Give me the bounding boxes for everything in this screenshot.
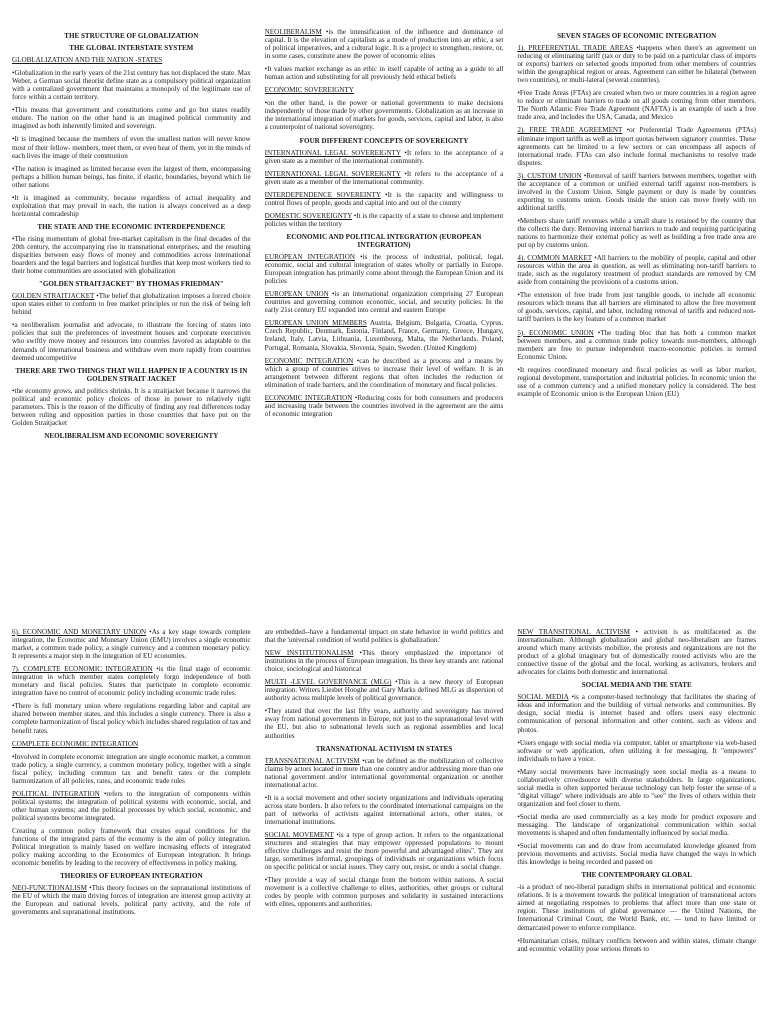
paragraph-text: •It refers to the acceptance of a given state as a member of the international community. (264, 169, 504, 186)
paragraph (12, 321, 251, 361)
section-heading: THERE ARE TWO THINGS THAT WILL HAPPEN IF A COUNTRY IS IN GOLDEN STRAIT JACKET (15, 366, 248, 383)
paragraph (517, 768, 756, 808)
paragraph (265, 794, 504, 826)
paragraph-text: Austria, Belgium, Bulgaria, Croatia, Cyprus, Czech Republic, Denmark, Estonia, Finland, France, Germany, Greece, Hungary, Ireland, Italy, Latvia, Lithuania, Luxembourg, Malta, the Netherlands, Poland, Portugal, Romania, Slovakia, Slovenia, Spain, Sweden. (United Kingdom) (264, 319, 504, 352)
paragraph-text: •It is a social movement and other society organizations and individuals operating across state borders. It also refers to the coordinated international campaigns on the part of networks of activists against international actors, other states, or international institutions. (264, 793, 504, 826)
section-heading: THE CONTEMPORARY GLOBAL (581, 871, 692, 880)
paragraph-text: •is a computer-based technology that facilitates the sharing of ideas and information and the building of virtual networks and communities. By design, social media is internet based and offers users easy electronic communication of personal information and other content, such as videos and photos. (517, 693, 757, 734)
paragraph-text: •is an international organization comprising 27 European countries and governing common economic, social, and security policies. In the early 21st century EU expanded into central and eastern Europe (264, 290, 504, 315)
paragraph-text: •Globalization in the early years of the 21st century has not displaced the state. Max Weber, a German social theorist define state as a compulsory political organization with a centralized government that maintains a monopoly of the legitimate use of force within a certain territory. (12, 69, 251, 102)
paragraph (265, 99, 504, 131)
paragraph-text: •This theory emphasized the importance of institutions in the process of European integration. Its three key strands are: rational choice, sociological and historical (264, 649, 504, 674)
paragraph (12, 135, 251, 159)
paragraph-text: •All barriers to the mobility of people, capital and other resources within the area in question, as well as eliminating non-tariff barriers to trade, such as the regulatory treatment of product standards are removed by CM aside from containing the provisions of a customs union. (517, 254, 757, 287)
term-label: GLOBLALIZATION AND THE NATION -STATES (12, 56, 163, 65)
page-2-column-1 (12, 628, 251, 1024)
paragraph (517, 366, 756, 398)
section-heading: THE GLOBAL INTERSTATE SYSTEM (69, 44, 194, 53)
paragraph-text: •It is imagined as community, because regardless of actual inequality and exploitation that may prevail in each, the nation is always conceived as a deep horizontal comradeship (12, 193, 251, 218)
paragraph-text: •is the intensification of the influence and dominance of capital. It is the elevation of capitalism as a mode of production into an ethic, a set of political imperatives, and a cultural logic. It is a project to strengthen, restore, or, in some cases, constitute anew the power of economic elites (264, 28, 504, 61)
term-label: NEOLIBERALISM (264, 28, 322, 36)
paragraph-text: •The nation is imagined as limited because even the largest of them, encompassing perhaps a billion human beings, has finite, if elastic, boundaries, beyond which lie other nations (12, 164, 251, 189)
paragraph-text: •Involved in complete economic integration are single economic market, a common trade policy, a single currency, a common monetary policy, together with a single fiscal policy, including common tax and benefit rates or the complete harmonization of all policies, rates, and economic trade rules (12, 752, 251, 785)
paragraph (265, 149, 504, 165)
paragraph (517, 126, 756, 166)
paragraph-text: •The extension of free trade from just tangible goods, to include all economic resources which means that all barriers are eliminated to allow the free movement of goods, services, capital, and labor, including removal of tariffs and reduced non-tariff barriers is the key feature of a common market (517, 291, 757, 324)
paragraph (517, 329, 756, 361)
page-1-column-2 (265, 28, 504, 512)
paragraph (12, 69, 251, 101)
term-label: INTERNATIONAL LEGAL SOVEREIGNTY (264, 148, 401, 157)
term-label: NEW TRANSITIONAL ACTIVISM (517, 628, 630, 636)
paragraph-text: •Reducing costs for both consumers and producers and increasing trade between the countries involved in the agreement are the aims of economic integration (264, 393, 504, 418)
paragraph-text: •happens when there's an agreement on reducing or eliminating tariff (tax or duty to be paid on a particular class of imports or exports) barriers on selected goods imported from other members of countries within the geographical region or areas. Agreement can either be bilateral (between two countries), or multi-lateral (several countries). (517, 44, 757, 85)
paragraph-text: •The belief that globalization imposes a forced choice upon states either to conform to free market principles or run the risk of being left behind (12, 292, 251, 317)
term-label: MULTI -LEVEL GOVERNANCE (MLG) (264, 678, 392, 687)
paragraph (517, 813, 756, 837)
term-label: 1). PREFERENTIAL TRADE AREAS (517, 44, 633, 53)
paragraph-text: •on the other hand, is the power or national governments to make decisions independently of those made by other governments. Globalization as an increase in the international integration of markets for goods, services, capital and labor, is also a counterpoint of national sovereignty. (264, 99, 504, 132)
paragraph (265, 28, 504, 60)
paragraph (12, 56, 251, 64)
paragraph-text: •Humanitarian crises, military conflicts between and within states, climate change and economic volatility pose serious threats to (517, 936, 757, 953)
paragraph (265, 876, 504, 908)
paragraph (265, 191, 504, 207)
paragraph (12, 702, 251, 734)
paragraph-text: •can be defined as the mobilization of collective claims by actors located in more than one country and/or addressing more than one national government and/or international governmental organization or another international actor. (264, 756, 504, 789)
paragraph (517, 89, 756, 121)
paragraph (265, 394, 504, 418)
paragraph (517, 254, 756, 286)
paragraph-text: •It is imagined because the members of even the smallest nation will never know most of their fellow- members, meet them, or even hear of them, yet in the minds of each lives the image of their communion (12, 135, 251, 160)
paragraph (12, 235, 251, 275)
section-heading: "GOLDEN STRAITJACKET" BY THOMAS FRIEDMAN" (38, 280, 224, 289)
paragraph-text: •The trading bloc that has both a common market between members, and a common trade policy towards non-members, although members are free to pursue independent macro-economic policies is termed Economic Union. (517, 328, 757, 361)
section-heading: THE STATE AND THE ECONOMIC INTERDEPENDENCE (37, 222, 226, 231)
paragraph (517, 842, 756, 866)
term-label: POLITICAL INTEGRATION (12, 789, 100, 798)
term-label: 7). COMPLETE ECONOMIC INTEGRATION (12, 665, 153, 674)
paragraph-text: •is the process of industrial, political, legal, economic, social and cultural integration of states wholly or partially in Europe. European integration has primarily come about through the European Union and its policies (264, 253, 504, 286)
term-label: 5). ECONOMIC UNION (517, 328, 594, 337)
paragraph-text: • activism is as multifaceted as the internationalism. Although globalization and global neo-liberalism are frames around which many activists mobilize, the protests and organizations are not the product of a global imaginary but of domestically rooted activists who are the connective tissue of the global and the local, working as activators, brokers and advocates for claims both domestic and international. (517, 628, 757, 677)
paragraph-text: •It requires coordinated monetary and fiscal policies as well as labor market, regional development, transportation and industrial policies. In economic union the use of a common currency and a unified monetary policy is considered. The best example of Economic union is the European Union (EU) (517, 365, 757, 398)
term-label: NEW INSTITUTIONALISM (264, 649, 354, 658)
paragraph-text: •This theory focuses on the supranational institutions of the EU of which the main driving forces of integration are interest group activity at the European and national levels, political party activity, and the role of governments and supranational institutions. (12, 884, 251, 917)
paragraph-text: •is the final stage of economic integration in which member states completely forgo independence of both monetary and fiscal policies. States that participate in complete economic integration have no control of economic policy including economic trade rules. (12, 665, 251, 698)
paragraph (265, 253, 504, 285)
term-label: TRANSNATIONAL ACTIVISM (264, 756, 360, 765)
paragraph-text: •Social media are used commercially as a key mode for product exposure and messaging. The landscape of organizational communication within social movements is shaped and often fundamentally influenced by social media. (517, 812, 757, 838)
paragraph-text: •The rising momentum of global free-market capitalism in the final decades of the 20th century, the accompanying rise in transnational enterprises, and the resulting disparities between easy flows of money and commodities across international boarders and the legal barriers and logistical hurdles that keep most workers tied to their home communities are associated with globalization (12, 234, 251, 276)
paragraph-text: •Free Trade Areas (FTAs) are created when two or more countries in a region agree to reduce or eliminate barriers to trade on all goods coming from other members. The North Atlantic Free Trade Agreement (NAFTA) is an example of such a free trade area, and includes the USA, Canada, and Mexico (517, 89, 757, 122)
term-label: EUROPEAN INTEGRATION (264, 253, 355, 262)
term-label: 6). ECONOMIC AND MONETARY UNION (12, 628, 147, 636)
paragraph (517, 217, 756, 249)
paragraph (265, 707, 504, 739)
paragraph (517, 172, 756, 212)
paragraph-text: •is a type of group action. It refers to the organizational structures and strategies that may empower oppressed populations to mount effective challenges and resist the more powerful and advantaged elites". They are large, sometimes informal, groupings of individuals or organizations which focus on specific political or social issues. They carry out, resist, or undo a social change. (264, 830, 504, 872)
page-2-column-2 (265, 628, 504, 1024)
paragraph-text: •It is the capacity and willingness to control flows of people, goods and capital into and out of the country (264, 190, 504, 207)
term-label: INTERNATIONAL LEGAL SOVEREIGNTY (264, 169, 401, 178)
paragraph (12, 106, 251, 130)
paragraph-text: •It is the capacity of a state to choose and implement policies within the territory (264, 211, 504, 228)
paragraph (517, 883, 756, 931)
paragraph (265, 86, 504, 94)
page-2-column-3 (517, 628, 756, 1024)
section-heading: TRANSNATIONAL ACTIVISM IN STATES (315, 744, 453, 753)
paragraph-text: •It values market exchange as an ethic in itself capable of acting as a guide to all human action and substituting for all previously held ethical beliefs (264, 65, 504, 82)
paragraph-text: •There is full monetary union where regulations regarding labor and capital are shared between member states, and this includes a single currency. There is also a complete harmonization of fiscal policy which includes shared regulation of tax and benefit rates. (12, 702, 251, 735)
section-heading: NEOLIBERALISM AND ECONOMIC SOVEREIGNTY (44, 431, 219, 440)
paragraph-text: •They stated that over the last fifty years, authority and sovereignty has moved away from national governments in Europe, not just to the supranational level with the EU, but also to subnational levels such as regional assemblies and local authorities (264, 707, 504, 740)
paragraph (12, 628, 251, 660)
paragraph (517, 739, 756, 763)
paragraph-text: are embedded--have a fundamental impact on state behavior in world politics and that the 'universal condition of world politics is globalization.' (264, 628, 504, 645)
section-heading: THEORIES OF EUROPEAN INTEGRATION (60, 872, 203, 881)
paragraph (12, 827, 251, 867)
paragraph (265, 628, 504, 644)
term-label: INTERDEPENDENCE SOVEREINTY (264, 190, 381, 199)
paragraph (265, 357, 504, 389)
term-label: SOCIAL MEDIA (517, 693, 569, 702)
paragraph (12, 665, 251, 697)
section-heading: ECONOMIC AND POLITICAL INTEGRATION (EUROPEAN INTEGRATION) (286, 232, 482, 249)
paragraph-text: •This is a new theory of European integration. Writers Liesbet Hooghe and Gary Marks defined MLG as dispersion of authority across multiple levels of political governance. (264, 678, 504, 703)
paragraph (12, 753, 251, 785)
term-label: ECONOMIC SOVEREIGNTY (264, 86, 354, 95)
term-label: 4). COMMON MARKET (517, 254, 593, 263)
term-label: NEO-FUNCTIONALISM (12, 884, 87, 893)
paragraph (265, 678, 504, 702)
paragraph-text: •Social movements can and do draw from accumulated knowledge gleaned from previous movements and activists. Social media have changed the ways in which this knowledge is being recorded and passed on (517, 842, 757, 867)
paragraph (265, 212, 504, 228)
paragraph-text: •or Preferential Trade Agreements (PTAs) eliminate import tariffs as well as import quotas between signatory countries. These agreements can be limited to a few sectors or can encompass all aspects of international trade. FTAs can also include formal mechanisms to resolve trade disputes. (517, 126, 757, 167)
section-heading: SOCIAL MEDIA AND THE STATE (581, 681, 692, 690)
paragraph-text: •They provide a way of social change from the bottom within nations. A social movement is a collective challenge to elites, authorities, other groups or cultural codes by people with common purposes and solidarity in sustained interactions with elites, opponents and authorities. (264, 876, 504, 909)
paragraph-text: •As a key stage towards complete integration, the Economic and Monetary Union (EMU) involves a single economic market, a common trade policy, a single currency and a common monetary policy. It represents a major step in the integration of EU economies. (12, 628, 251, 661)
paragraph-text: •refers to the integration of components within political systems; the integration of political systems with economic, social, and other human systems; and the political processes by which social, economic, and political systems become integrated. (12, 789, 251, 822)
paragraph (265, 649, 504, 673)
paragraph (265, 170, 504, 186)
paragraph (265, 831, 504, 871)
paragraph-text: •It refers to the acceptance of a given state as a member of the international community. (264, 148, 504, 165)
term-label: 3). CUSTOM UNION (517, 171, 582, 180)
term-label: ECONOMIC INTEGRATION (264, 356, 354, 365)
term-label: EUROPEAN UNION MEMBERS (264, 319, 367, 328)
page-2 (0, 512, 768, 1024)
paragraph (265, 65, 504, 81)
page-1-column-1 (12, 28, 251, 512)
paragraph-text: •Members share tariff revenues while a small share is retained by the country that the collects the duty. Removing internal barriers to trade and requiring participating nations to harmonize their external policy as well as building a free trade area are put up by customs union. (517, 216, 757, 250)
term-label: 2). FREE TRADE AGREEMENT (517, 126, 623, 135)
paragraph (517, 628, 756, 676)
paragraph (517, 937, 756, 953)
term-label: SOCIAL MOVEMENT (264, 830, 334, 839)
paragraph-text: •Users engage with social media via computer, tablet or smartphone via web-based software or web application, often utilizing it for messaging. It "empowers" individuals to have a voice. (517, 738, 757, 763)
paragraph (517, 693, 756, 733)
section-heading: THE STRUCTURE OF GLOBALIZATION (64, 32, 199, 40)
paragraph-text: •This means that government and constitutions come and go but states readily endure. The nation on the other hand is an imagined political community and imagined as both inherently limited and sovereign. (12, 106, 251, 131)
paragraph (12, 387, 251, 427)
paragraph (12, 165, 251, 189)
paragraph-text: •the economy grows, and politics shrinks. It is a straitjacket because it narrows the political and economic policy choices of those in power to relatively tight parameters. This is the reason of the difficulty of finding any real differences today between ruling and opposition parties in those countries that have put on the Golden Straitjacket (12, 386, 251, 427)
paragraph-text: •can be described as a process and a means by which a group of countries strives to increase their level of welfare. It is an arrangement between different regions that often includes the reduction or elimination of trade barriers, and the coordination of monetary and fiscal policies. (264, 356, 504, 389)
term-label: COMPLETE ECONOMIC INTEGRATION (12, 739, 139, 748)
section-heading: FOUR DIFFERENT CONCEPTS OF SOVEREIGNTY (299, 136, 469, 145)
term-label: EUROPEAN UNION (264, 290, 329, 299)
term-label: DOMESTIC SOVEREIGNTY (264, 211, 353, 220)
paragraph-text: •Removal of tariff barriers between members, together with the acceptance of a common or unified external tariff against non-members is involved in the Custom Union. Single payment or duty is made by countries exporting to customs union. Goods inside the union can move freely with no additional tariffs. (517, 171, 757, 212)
section-heading: SEVEN STAGES OF ECONOMIC INTEGRATION (557, 32, 717, 40)
paragraph (265, 319, 504, 351)
paragraph (12, 884, 251, 916)
paragraph (265, 290, 504, 314)
paragraph (12, 740, 251, 748)
page-1-column-3 (517, 28, 756, 512)
paragraph-text: •a neoliberalism journalist and advocate, to illustrate the forcing of states into policies that suit the preferences of investment houses and corporate executives who swiftly move money and resources into countries favored as adaptable to the demands of international business and withdraw even more rapidly from countries deemed uncompetitive (12, 321, 251, 362)
paragraph-text: Creating a common policy framework that creates equal conditions for the functions of the integrated parts of the economy is the aim of policy integration. Political integration is mainly based on welfare increasing effects of integrated policy making according to the Economics of European integration. It brings economic benefits by leading to the recovery of effectiveness in policy making. (12, 826, 251, 868)
paragraph (517, 291, 756, 323)
paragraph (517, 44, 756, 84)
term-label: GOLDEN STRAITJACKET (12, 292, 95, 301)
paragraph (265, 757, 504, 789)
paragraph-text: -is a product of neo-liberal paradigm shifts in international political and economic relations. It is a movement towards the political integration of transnational actors aimed at negotiating responses to problems that affect more than one state or region. These institutions of global governance — the United Nations, the International Criminal Court, the World Bank, etc. — tend to have limited or demarcated power to enforce compliance. (517, 883, 757, 932)
paragraph (12, 194, 251, 218)
term-label: ECONOMIC INTEGRATION (264, 393, 353, 402)
paragraph-text: •Many social movements have increasingly seen social media as a means to collaboratively crowdsource with diverse stakeholders. In large organizations, social media is often supported because technology can help foster the sense of a "digital village" where individuals are able to "see" the lives of others within their organization and feel closer to them. (517, 767, 757, 808)
paragraph (12, 292, 251, 316)
paragraph (12, 790, 251, 822)
